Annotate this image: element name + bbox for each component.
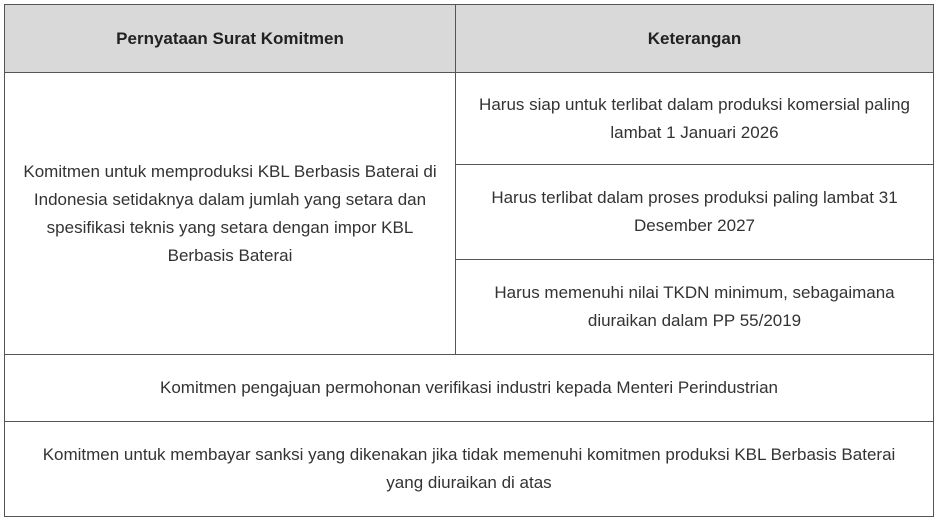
sanction-commitment-cell: Komitmen untuk membayar sanksi yang dikenakan jika tidak memenuhi komitmen produksi KBL Berbasis Baterai yang diuraikan di atas xyxy=(5,422,934,517)
table-row xyxy=(5,422,934,517)
table-row xyxy=(5,73,934,165)
header-statement: Pernyataan Surat Komitmen xyxy=(5,5,456,73)
detail-cell: Harus terlibat dalam proses produksi paling lambat 31 Desember 2027 xyxy=(456,165,934,260)
table-row xyxy=(5,355,934,422)
commitment-table xyxy=(4,4,934,517)
verification-commitment-cell: Komitmen pengajuan permohonan verifikasi industri kepada Menteri Perindustrian xyxy=(5,355,934,422)
production-commitment-cell: Komitmen untuk memproduksi KBL Berbasis Baterai di Indonesia setidaknya dalam jumlah yang setara dan spesifikasi teknis yang setara dengan impor KBL Berbasis Baterai xyxy=(5,73,456,355)
detail-cell: Harus memenuhi nilai TKDN minimum, sebagaimana diuraikan dalam PP 55/2019 xyxy=(456,260,934,355)
header-description: Keterangan xyxy=(456,5,934,73)
detail-cell: Harus siap untuk terlibat dalam produksi komersial paling lambat 1 Januari 2026 xyxy=(456,73,934,165)
table-header-row xyxy=(5,5,934,73)
